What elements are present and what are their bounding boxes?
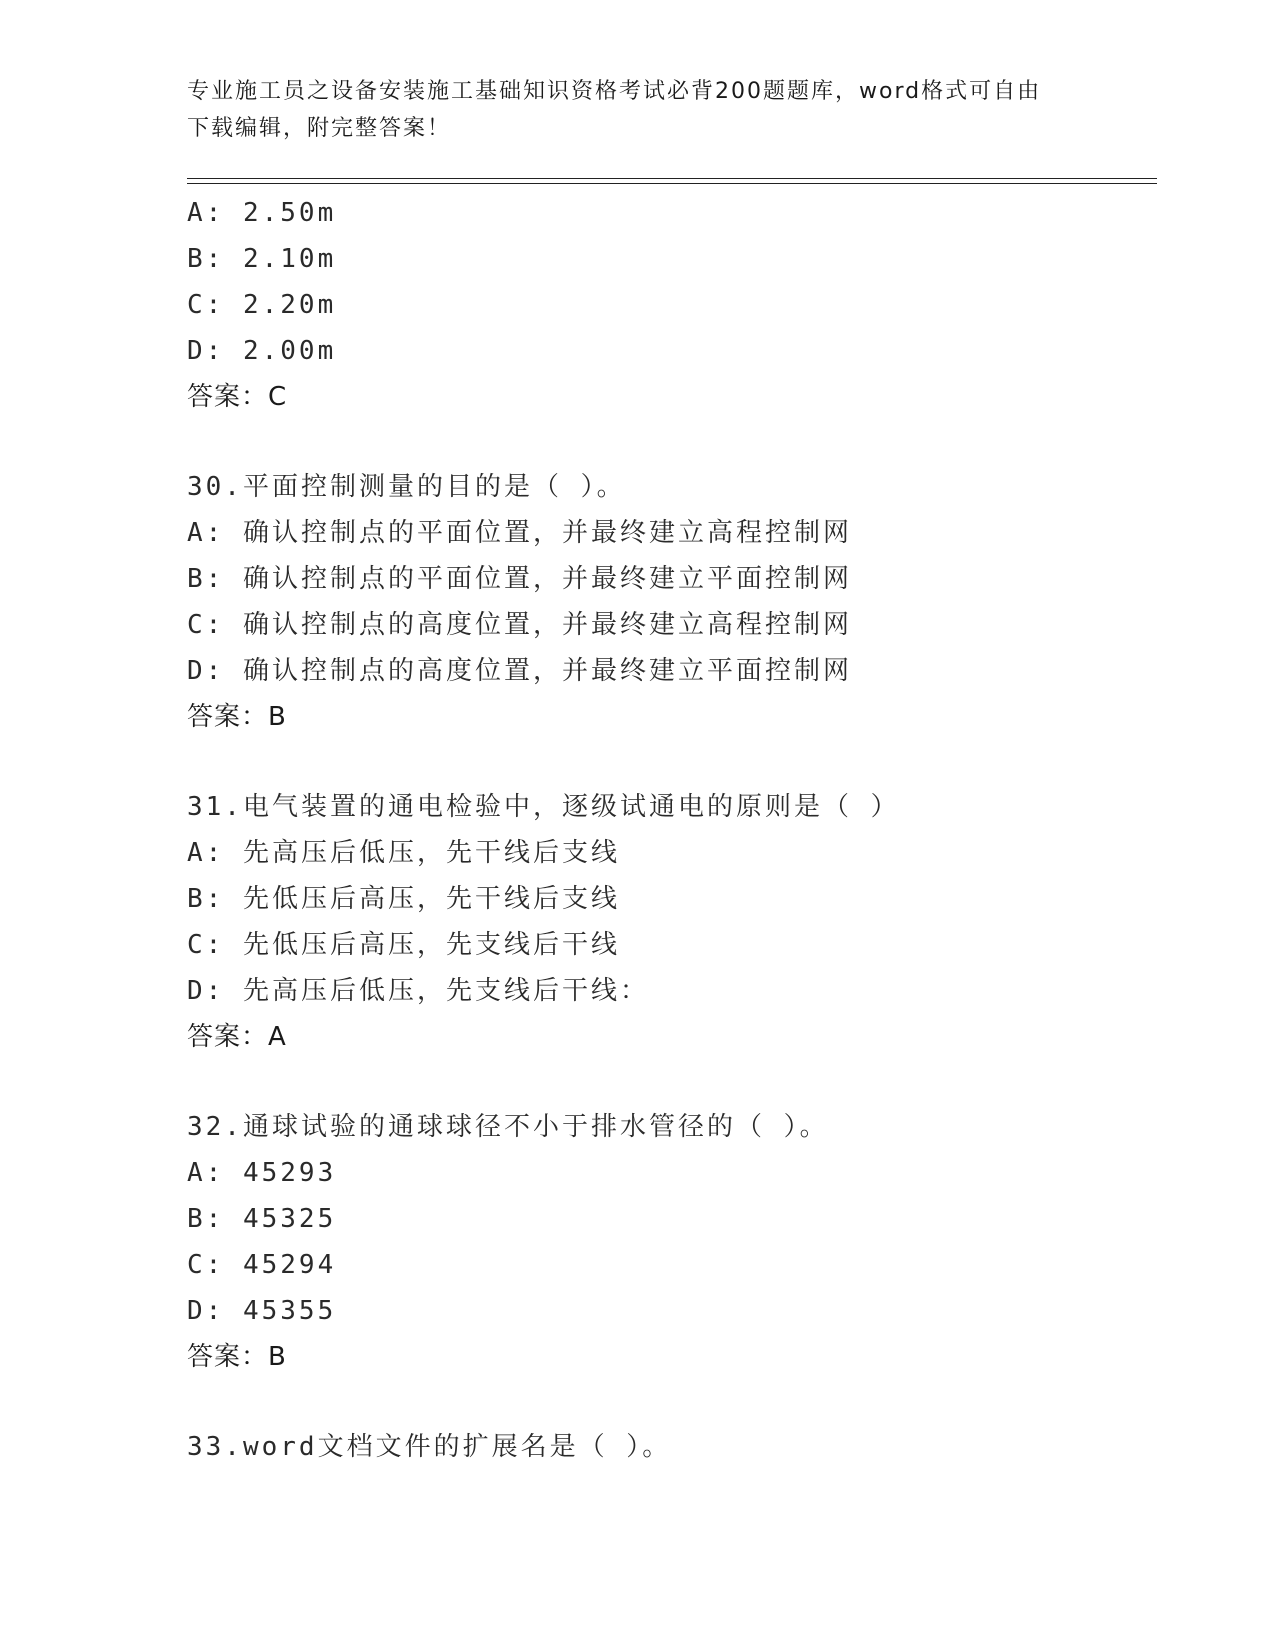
question-text: 32.通球试验的通球球径不小于排水管径的（ ）。 bbox=[187, 1112, 829, 1142]
question-33 bbox=[187, 1424, 1167, 1470]
option-a: A: 确认控制点的平面位置，并最终建立高程控制网 bbox=[187, 518, 852, 548]
option-d: D: 确认控制点的高度位置，并最终建立平面控制网 bbox=[187, 656, 852, 686]
answer: 答案：B bbox=[187, 1342, 287, 1372]
question-30 bbox=[187, 464, 1167, 740]
option-d: D: 45355 bbox=[187, 1296, 337, 1326]
answer: 答案：B bbox=[187, 702, 287, 732]
answer: 答案：C bbox=[187, 382, 288, 412]
question-29-continued bbox=[187, 190, 1167, 420]
option-c: C: 先低压后高压，先支线后干线 bbox=[187, 930, 620, 960]
header-title-line-1: 专业施工员之设备安装施工基础知识资格考试必背200题题库，word格式可自由 bbox=[187, 79, 1042, 104]
question-text: 31.电气装置的通电检验中，逐级试通电的原则是（ ） bbox=[187, 792, 900, 822]
option-b: B: 确认控制点的平面位置，并最终建立平面控制网 bbox=[187, 564, 852, 594]
question-text: 33.word文档文件的扩展名是（ ）。 bbox=[187, 1432, 672, 1462]
question-list bbox=[187, 190, 1167, 1470]
header-divider-top bbox=[187, 178, 1157, 179]
header-divider-bottom bbox=[187, 183, 1157, 184]
answer: 答案：A bbox=[187, 1022, 287, 1052]
option-a: A: 2.50m bbox=[187, 198, 337, 228]
option-b: B: 先低压后高压，先干线后支线 bbox=[187, 884, 620, 914]
option-c: C: 确认控制点的高度位置，并最终建立高程控制网 bbox=[187, 610, 852, 640]
option-b: B: 2.10m bbox=[187, 244, 337, 274]
option-c: C: 2.20m bbox=[187, 290, 337, 320]
option-a: A: 45293 bbox=[187, 1158, 337, 1188]
question-text: 30.平面控制测量的目的是（ ）。 bbox=[187, 472, 626, 502]
option-d: D: 2.00m bbox=[187, 336, 337, 366]
document-header bbox=[187, 73, 1067, 147]
question-32 bbox=[187, 1104, 1167, 1380]
option-d: D: 先高压后低压，先支线后干线： bbox=[187, 976, 649, 1006]
option-b: B: 45325 bbox=[187, 1204, 337, 1234]
option-a: A: 先高压后低压，先干线后支线 bbox=[187, 838, 620, 868]
question-31 bbox=[187, 784, 1167, 1060]
option-c: C: 45294 bbox=[187, 1250, 337, 1280]
header-title-line-2: 下载编辑，附完整答案！ bbox=[187, 116, 452, 141]
